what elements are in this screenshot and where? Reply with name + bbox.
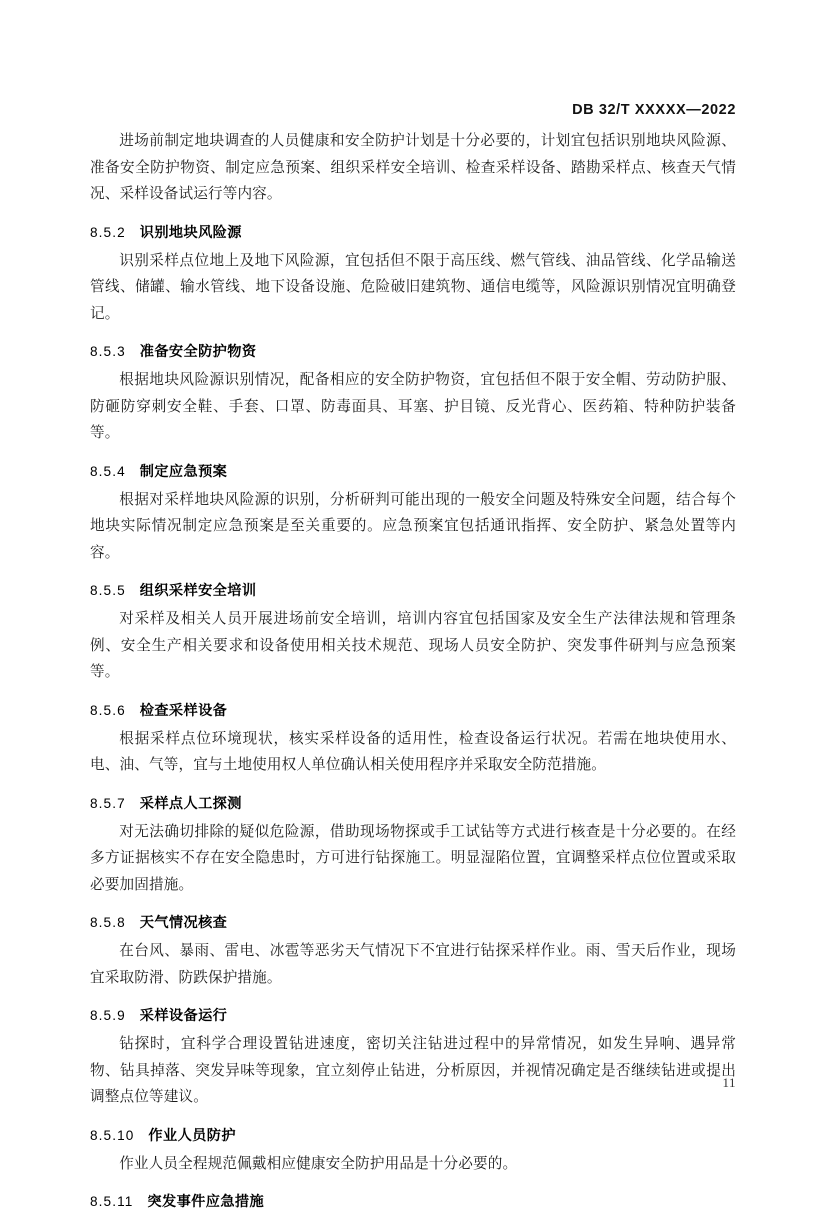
clause-heading — [90, 461, 736, 481]
clause-title: 准备安全防护物资 — [139, 344, 257, 360]
section-8-5-8 — [90, 912, 736, 991]
clause-body: 对采样及相关人员开展进场前安全培训，培训内容宜包括国家及安全生产法律法规和管理条例、安全生产相关要求和设备使用相关技术规范、现场人员安全防护、突发事件研判与应急预案等。 — [90, 611, 736, 680]
clause-heading — [90, 793, 736, 813]
page-footer — [90, 1075, 736, 1091]
clause-heading — [90, 1191, 736, 1211]
clause-heading — [90, 1005, 736, 1025]
section-8-5-3 — [90, 341, 736, 447]
section-8-5-10 — [90, 1125, 736, 1178]
clause-title: 制定应急预案 — [139, 463, 228, 480]
clause-title: 采样设备运行 — [139, 1008, 228, 1024]
clause-heading — [90, 700, 736, 720]
section-8-5-6 — [90, 700, 736, 779]
clause-body: 对无法确切排除的疑似危险源，借助现场物探或手工试钻等方式进行核查是十分必要的。在经多方证据核实不存在安全隐患时，方可进行钻探施工。明显湿陷位置，宜调整采样点位位置或采取必要加固措施。 — [90, 823, 736, 893]
page-header — [90, 96, 736, 118]
clause-title: 组织采样安全培训 — [139, 583, 257, 599]
standard-code: DB 32/T XXXXX—2022 — [572, 102, 736, 118]
clause-number: 8.5.7 — [90, 795, 126, 811]
clause-body: 根据地块风险源识别情况，配备相应的安全防护物资，宜包括但不限于安全帽、劳动防护服、防砸防穿刺安全鞋、手套、口罩、防毒面具、耳塞、护目镜、反光背心、医药箱、特种防护装备等。 — [90, 372, 736, 441]
clause-body: 作业人员全程规范佩戴相应健康安全防护用品是十分必要的。 — [119, 1155, 518, 1172]
clause-heading — [90, 341, 736, 361]
page-number: 11 — [722, 1075, 736, 1090]
clause-number: 8.5.10 — [90, 1127, 135, 1143]
clause-title: 检查采样设备 — [139, 702, 228, 719]
clause-heading — [90, 1125, 736, 1145]
clause-number: 8.5.4 — [90, 463, 126, 479]
clause-number: 8.5.3 — [90, 344, 126, 359]
intro-paragraph: 进场前制定地块调查的人员健康和安全防护计划是十分必要的，计划宜包括识别地块风险源、准备安全防护物资、制定应急预案、组织采样安全培训、检查采样设备、踏勘采样点、核查天气情况、采样设备试运行等内容。 — [90, 133, 736, 202]
clause-title: 识别地块风险源 — [139, 224, 242, 241]
clause-number: 8.5.5 — [90, 583, 126, 598]
section-8-5-2 — [90, 222, 736, 328]
clause-title: 突发事件应急措施 — [147, 1194, 265, 1210]
clause-body: 钻探时，宜科学合理设置钻进速度，密切关注钻进过程中的异常情况，如发生异响、遇异常物、钻具掉落、突发异味等现象，宜立刻停止钻进，分析原因，并视情况确定是否继续钻进或提出调整点位等建议。 — [90, 1036, 736, 1105]
clause-title: 天气情况核查 — [139, 915, 228, 931]
section-8-5-4 — [90, 461, 736, 567]
clause-title: 作业人员防护 — [148, 1127, 236, 1144]
clause-number: 8.5.11 — [90, 1194, 134, 1209]
clause-number: 8.5.6 — [90, 702, 126, 718]
clause-number: 8.5.8 — [90, 915, 126, 930]
clause-body: 在台风、暴雨、雷电、冰雹等恶劣天气情况下不宜进行钻探采样作业。雨、雪天后作业，现场宜采取防滑、防跌保护措施。 — [90, 943, 736, 986]
section-8-5-9 — [90, 1005, 736, 1111]
clause-heading — [90, 912, 736, 932]
section-8-5-7 — [90, 793, 736, 899]
clause-number: 8.5.2 — [90, 224, 126, 240]
clause-heading — [90, 580, 736, 600]
clause-body: 根据采样点位环境现状，核实采样设备的适用性，检查设备运行状况。若需在地块使用水、电、油、气等，宜与土地使用权人单位确认相关使用程序并采取安全防范措施。 — [90, 730, 736, 773]
clause-number: 8.5.9 — [90, 1008, 126, 1023]
section-8-5-5 — [90, 580, 736, 686]
clause-body: 根据对采样地块风险源的识别，分析研判可能出现的一般安全问题及特殊安全问题，结合每个地块实际情况制定应急预案是至关重要的。应急预案宜包括通讯指挥、安全防护、紧急处置等内容。 — [90, 491, 736, 561]
page-content — [90, 128, 736, 1217]
section-8-5-11 — [90, 1191, 736, 1211]
clause-body: 识别采样点位地上及地下风险源，宜包括但不限于高压线、燃气管线、油品管线、化学品输送管线、储罐、输水管线、地下设备设施、危险破旧建筑物、通信电缆等，风险源识别情况宜明确登记。 — [90, 252, 736, 322]
clause-title: 采样点人工探测 — [139, 795, 242, 812]
clause-heading — [90, 222, 736, 242]
